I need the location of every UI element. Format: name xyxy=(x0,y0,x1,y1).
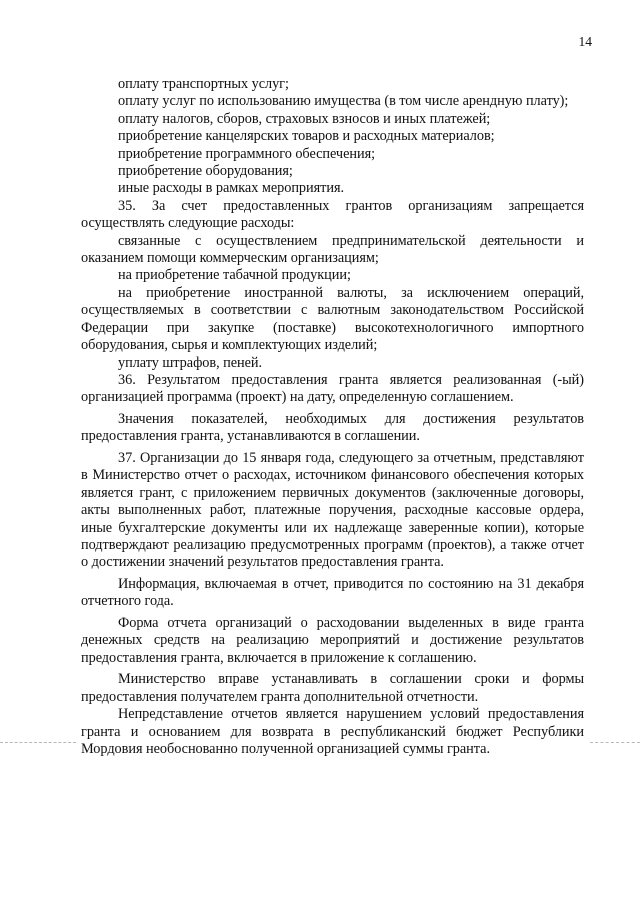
paragraph: оплату налогов, сборов, страховых взносов и иных платежей; xyxy=(118,110,491,127)
paragraph: на приобретение иностранной валюты, за исключением операций, осуществляемых в соответствии с валютным законодательством Российской Федерации при закупке (поставке) высокотехнологичного импортного оборудования, сырья и комплектующих изделий; xyxy=(81,284,584,354)
paragraph: связанные с осуществлением предпринимательской деятельности и оказанием помощи коммерческим организациям; xyxy=(81,232,584,267)
paragraph: Форма отчета организаций о расходовании выделенных в виде гранта денежных средств на реализацию мероприятий и достижение результатов предоставления гранта, включается в приложение к соглашению. xyxy=(81,614,584,666)
scan-artifact-line xyxy=(0,742,76,744)
paragraph: приобретение программного обеспечения; xyxy=(118,145,376,162)
document-body xyxy=(81,76,584,758)
paragraph: уплату штрафов, пеней. xyxy=(118,354,263,371)
paragraph: Информация, включаемая в отчет, приводится по состоянию на 31 декабря отчетного года. xyxy=(81,575,584,610)
paragraph: Министерство вправе устанавливать в соглашении сроки и формы предоставления получателем гранта дополнительной отчетности. xyxy=(81,671,584,705)
page-number: 14 xyxy=(578,34,592,49)
paragraph: оплату транспортных услуг; xyxy=(118,76,289,92)
paragraph: Непредставление отчетов является нарушением условий предоставления гранта и основанием для возврата в республиканский бюджет Республики Мордовия необоснованно полученной организацией суммы гранта. xyxy=(81,706,584,757)
paragraph: приобретение оборудования; xyxy=(118,163,293,180)
clause-35: 35. За счет предоставленных грантов организациям запрещается осуществлять следующие расходы: xyxy=(81,197,584,232)
paragraph: Значения показателей, необходимых для достижения результатов предоставления гранта, устанавливаются в соглашении. xyxy=(81,410,584,445)
paragraph: на приобретение табачной продукции; xyxy=(118,267,351,284)
clause-37: 37. Организации до 15 января года, следующего за отчетным, представляют в Министерство отчет о расходах, источником финансового обеспечения которых является грант, с приложением первичных документов (заключенные договоры, акты выполненных работ, платежные поручения, расходные кассовые ордера, иные бухгалтерские документы или их надлежаще заверенные копии), которые подтверждают реализацию предусмотренных программ (проектов), а также отчет о достижении значений результатов предоставления гранта. xyxy=(81,449,584,571)
clause-36: 36. Результатом предоставления гранта является реализованная (-ый) организацией программа (проект) на дату, определенную соглашением. xyxy=(81,371,584,406)
paragraph: иные расходы в рамках мероприятия. xyxy=(118,180,345,197)
scan-artifact-line xyxy=(590,742,640,744)
paragraph: оплату услуг по использованию имущества (в том числе арендную плату); xyxy=(118,93,569,110)
paragraph: приобретение канцелярских товаров и расходных материалов; xyxy=(118,128,495,145)
